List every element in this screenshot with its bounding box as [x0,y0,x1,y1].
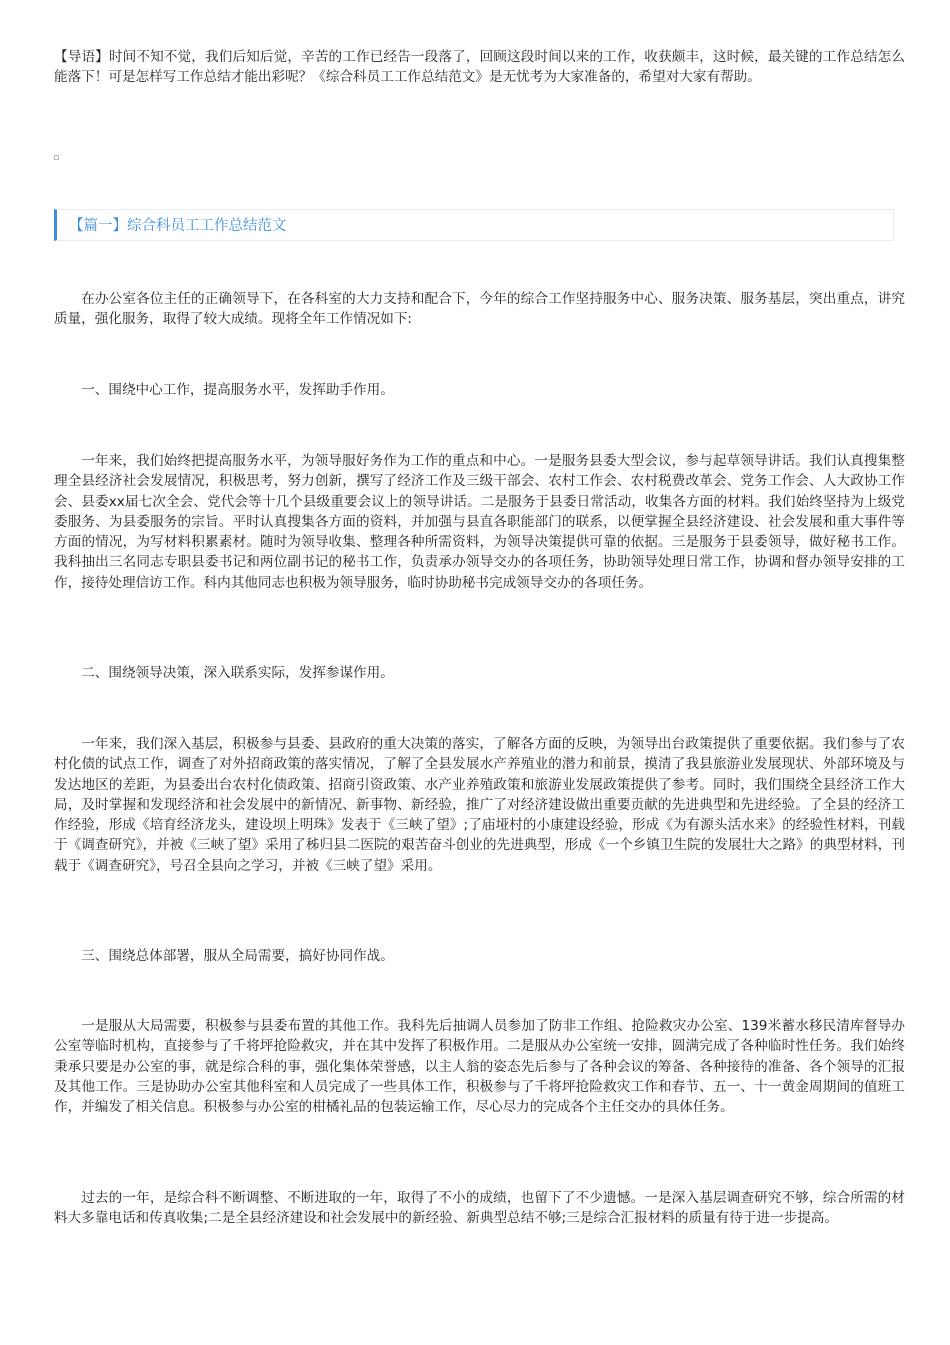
heading-three: 三、围绕总体部署，服从全局需要，搞好协同作战。 [81,948,394,964]
section-header [54,209,894,241]
paragraph-one: 一年来，我们始终把提高服务水平，为领导服好务作为工作的重点和中心。一是服务县委大型会议，参与起草领导讲话。我们认真搜集整理全县经济社会发展情况，积极思考，努力创新，撰写了经济工作及三级干部会、农村工作会、农村税费改革会、党务工作会、人大政协工作会、县委xx届七次全会、党代会等十几个县级重要会议上的领导讲话。二是服务于县委日常活动，收集各方面的材料。我们始终坚持为上级党委服务、为县委服务的宗旨。平时认真搜集各方面的资料，并加强与县直各职能部门的联系，以便掌握全县经济建设、社会发展和重大事件等方面的情况，为写材料积累素材。随时为领导收集、整理各种所需资料，为领导决策提供可靠的依据。三是服务于县委领导，做好秘书工作。我科抽出三名同志专职县委书记和两位副书记的秘书工作，负责承办领导交办的各项任务，协助领导处理日常工作，协调和督办领导安排的工作，接待处理信访工作。科内其他同志也积极为领导服务，临时协助秘书完成领导交办的各项任务。 [54,453,905,591]
paragraph-two: 一年来，我们深入基层，积极参与县委、县政府的重大决策的落实，了解各方面的反映，为领导出台政策提供了重要依据。我们参与了农村化债的试点工作，调查了对外招商政策的落实情况，了解了全县发展水产养殖业的潜力和前景，摸清了我县旅游业发展现状、外部环境及与发达地区的差距，为县委出台农村化债政策、招商引资政策、水产业养殖政策和旅游业发展政策提供了参考。同时，我们围绕全县经济工作大局，及时掌握和发现经济和社会发展中的新情况、新事物、新经验，推广了对经济建设做出重要贡献的先进典型和先进经验。了全县的经济工作经验，形成《培育经济龙头，建设坝上明珠》发表于《三峡了望》;了庙垭村的小康建设经验，形成《为有源头活水来》的经验性材料，刊载于《调查研究》，并被《三峡了望》采用了秭归县二医院的艰苦奋斗创业的先进典型，形成《一个乡镇卫生院的发展壮大之路》的典型材料，刊载于《调查研究》，号召全县向之学习，并被《三峡了望》采用。 [54,736,905,874]
section-title: 【篇一】综合科员工工作总结范文 [69,218,287,234]
heading-one: 一、围绕中心工作，提高服务水平，发挥助手作用。 [81,382,394,398]
heading-two: 二、围绕领导决策，深入联系实际，发挥参谋作用。 [81,665,394,681]
intro-paragraph: 【导语】时间不知不觉，我们后知后觉，辛苦的工作已经告一段落了，回顾这段时间以来的工作，收获颇丰，这时候，最关键的工作总结怎么能落下！可是怎样写工作总结才能出彩呢？《综合科员工工作总结范文》是无忧考为大家准备的，希望对大家有帮助。 [54,49,905,86]
broken-image-icon [54,155,59,160]
paragraph-closing: 过去的一年，是综合科不断调整、不断进取的一年，取得了不小的成绩，也留下了不少遗憾。一是深入基层调查研究不够，综合所需的材料大多靠电话和传真收集;二是全县经济建设和社会发展中的新经验、新典型总结不够;三是综合汇报材料的质量有待于进一步提高。 [54,1190,905,1227]
paragraph-three: 一是服从大局需要，积极参与县委布置的其他工作。我科先后抽调人员参加了防非工作组、抢险救灾办公室、139米蓄水移民清库督导办公室等临时机构，直接参与了千将坪抢险救灾，并在其中发挥了积极作用。二是服从办公室统一安排，圆满完成了各种临时性任务。我们始终秉承只要是办公室的事，就是综合科的事，强化集体荣誉感，以主人翁的姿态先后参与了各种会议的筹备、各种接待的准备、各个领导的汇报及其他工作。三是协助办公室其他科室和人员完成了一些具体工作，积极参与了千将坪抢险救灾工作和春节、五一、十一黄金周期间的值班工作，并编发了相关信息。积极参与办公室的柑橘礼品的包装运输工作，尽心尽力的完成各个主任交办的具体任务。 [54,1018,905,1116]
paragraph-opening: 在办公室各位主任的正确领导下，在各科室的大力支持和配合下，今年的综合工作坚持服务中心、服务决策、服务基层，突出重点，讲究质量，强化服务，取得了较大成绩。现将全年工作情况如下: [54,291,905,328]
